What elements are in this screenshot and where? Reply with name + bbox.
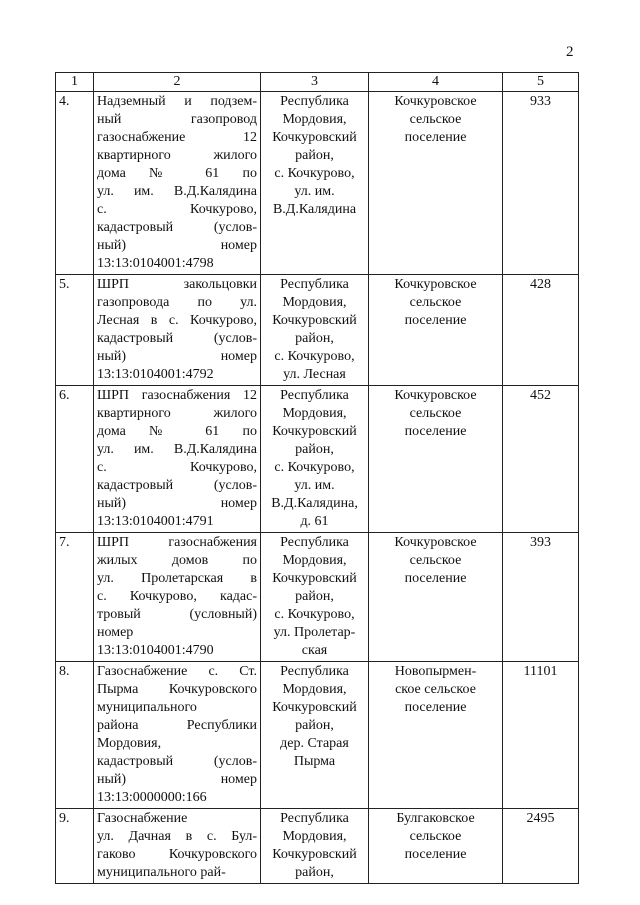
object-name-line: кадастровый (услов-	[97, 331, 257, 346]
address-line: Кочкуровский	[272, 700, 357, 715]
object-name-cell	[94, 275, 261, 386]
address-line: Республика	[280, 535, 349, 550]
object-name-line: ШРП газоснабжения 12	[97, 388, 257, 403]
settlement-line: сельское	[409, 406, 462, 421]
header-cell-4: 4	[369, 73, 503, 92]
address-line: Республика	[280, 811, 349, 826]
address-line: Кочкуровский	[272, 571, 357, 586]
object-name-line: ный) номер	[97, 496, 257, 511]
object-name-line: 13:13:0104001:4791	[97, 514, 214, 529]
length-value: 933	[503, 92, 579, 275]
length-value: 452	[503, 386, 579, 533]
object-name-line: ул. Дачная в с. Бул-	[97, 829, 257, 844]
header-row	[56, 73, 579, 92]
address-line: с. Кочкурово,	[274, 166, 355, 181]
row-number: 7.	[56, 533, 94, 662]
header-cell-1: 1	[56, 73, 94, 92]
length-value: 393	[503, 533, 579, 662]
address-line: Пырма	[293, 754, 336, 769]
address-line: район,	[295, 442, 334, 457]
object-name-line: ный) номер	[97, 238, 257, 253]
address-line: В.Д.Калядина	[272, 202, 357, 217]
object-name-line: Надземный и подзем-	[97, 94, 257, 109]
address-line: район,	[295, 148, 334, 163]
settlement-line: поселение	[404, 847, 467, 862]
address-line: дер. Старая	[280, 736, 349, 751]
settlement-line: сельское	[409, 553, 462, 568]
table-row	[56, 809, 579, 884]
table-row	[56, 662, 579, 809]
address-line: Мордовия,	[282, 829, 347, 844]
address-line: Мордовия,	[282, 553, 347, 568]
settlement-cell	[369, 809, 503, 884]
address-line: д. 61	[300, 514, 329, 529]
address-line: Мордовия,	[282, 406, 347, 421]
object-name-line: ШРП закольцовки	[97, 277, 257, 292]
object-name-line: с. Кочкурово,	[97, 202, 257, 217]
object-name-line: муниципального рай-	[97, 865, 226, 880]
settlement-cell	[369, 92, 503, 275]
object-name-line: квартирного жилого	[97, 406, 257, 421]
address-line: Мордовия,	[282, 682, 347, 697]
table-row	[56, 275, 579, 386]
address-line: Кочкуровский	[272, 847, 357, 862]
object-name-line: квартирного жилого	[97, 148, 257, 163]
object-name-line: дома № 61 по	[97, 424, 257, 439]
address-line: ул. им.	[294, 478, 335, 493]
object-name-line: кадастровый (услов-	[97, 754, 257, 769]
settlement-line: поселение	[404, 700, 467, 715]
table-row	[56, 533, 579, 662]
settlement-cell	[369, 275, 503, 386]
object-name-line: с. Кочкурово, кадас-	[97, 589, 257, 604]
object-name-line: ул. Пролетарская в	[97, 571, 257, 586]
table-row	[56, 92, 579, 275]
object-name-line: 13:13:0000000:166	[97, 790, 207, 805]
row-number: 4.	[56, 92, 94, 275]
object-name-line: дома № 61 по	[97, 166, 257, 181]
address-line: ская	[301, 643, 328, 658]
object-name-line: Лесная в с. Кочкурово,	[97, 313, 257, 328]
settlement-line: сельское	[409, 295, 462, 310]
address-line: ул. им.	[294, 184, 335, 199]
row-number: 8.	[56, 662, 94, 809]
address-line: Кочкуровский	[272, 313, 357, 328]
object-name-line: Газоснабжение с. Ст.	[97, 664, 257, 679]
settlement-line: поселение	[404, 130, 467, 145]
settlement-line: сельское	[409, 829, 462, 844]
object-name-line: газопровода по ул.	[97, 295, 257, 310]
object-name-line: газоснабжение 12	[97, 130, 257, 145]
settlement-cell	[369, 533, 503, 662]
address-line: Республика	[280, 664, 349, 679]
address-line: район,	[295, 331, 334, 346]
object-name-line: Газоснабжение	[97, 811, 188, 826]
address-line: с. Кочкурово,	[274, 607, 355, 622]
header-cell-3: 3	[261, 73, 369, 92]
object-name-line: с. Кочкурово,	[97, 460, 257, 475]
address-cell	[261, 275, 369, 386]
row-number: 6.	[56, 386, 94, 533]
address-line: с. Кочкурово,	[274, 349, 355, 364]
header-cell-5: 5	[503, 73, 579, 92]
address-line: Республика	[280, 277, 349, 292]
object-name-line: ул. им. В.Д.Калядина	[97, 184, 257, 199]
object-name-line: ул. им. В.Д.Калядина	[97, 442, 257, 457]
object-name-line: Пырма Кочкуровского	[97, 682, 257, 697]
settlement-cell	[369, 662, 503, 809]
address-line: район,	[295, 718, 334, 733]
object-name-line: ный) номер	[97, 772, 257, 787]
object-name-line: номер	[97, 625, 134, 640]
address-line: Кочкуровский	[272, 130, 357, 145]
row-number: 9.	[56, 809, 94, 884]
object-name-cell	[94, 386, 261, 533]
header-cell-2: 2	[94, 73, 261, 92]
object-name-line: 13:13:0104001:4790	[97, 643, 214, 658]
length-value: 11101	[503, 662, 579, 809]
address-line: район,	[295, 865, 334, 880]
object-name-line: жилых домов по	[97, 553, 257, 568]
object-name-cell	[94, 92, 261, 275]
address-line: ул. Лесная	[283, 367, 346, 382]
row-number: 5.	[56, 275, 94, 386]
address-line: В.Д.Калядина,	[271, 496, 358, 511]
object-name-cell	[94, 662, 261, 809]
property-registry-table	[55, 72, 579, 884]
settlement-line: поселение	[404, 313, 467, 328]
object-name-line: района Республики	[97, 718, 257, 733]
settlement-line: Кочкуровское	[394, 535, 477, 550]
object-name-cell	[94, 809, 261, 884]
object-name-line: 13:13:0104001:4798	[97, 256, 214, 271]
object-name-line: ный газопровод	[97, 112, 257, 127]
address-cell	[261, 809, 369, 884]
settlement-line: Кочкуровское	[394, 277, 477, 292]
address-cell	[261, 386, 369, 533]
object-name-line: муниципального	[97, 700, 197, 715]
length-value: 2495	[503, 809, 579, 884]
settlement-cell	[369, 386, 503, 533]
settlement-line: Новопырмен-	[394, 664, 477, 679]
object-name-line: Мордовия,	[97, 736, 162, 751]
settlement-line: поселение	[404, 571, 467, 586]
settlement-line: сельское	[409, 112, 462, 127]
address-cell	[261, 533, 369, 662]
object-name-line: ный) номер	[97, 349, 257, 364]
page-number: 2	[566, 44, 574, 60]
settlement-line: Кочкуровское	[394, 94, 477, 109]
object-name-cell	[94, 533, 261, 662]
object-name-line: тровый (условный)	[97, 607, 257, 622]
object-name-line: гаково Кочкуровского	[97, 847, 257, 862]
table-row	[56, 386, 579, 533]
address-line: Кочкуровский	[272, 424, 357, 439]
object-name-line: 13:13:0104001:4792	[97, 367, 214, 382]
address-line: ул. Пролетар-	[273, 625, 356, 640]
settlement-line: ское сельское	[395, 682, 476, 697]
object-name-line: ШРП газоснабжения	[97, 535, 257, 550]
address-cell	[261, 92, 369, 275]
object-name-line: кадастровый (услов-	[97, 220, 257, 235]
address-line: район,	[295, 589, 334, 604]
address-line: с. Кочкурово,	[274, 460, 355, 475]
settlement-line: поселение	[404, 424, 467, 439]
address-line: Республика	[280, 388, 349, 403]
address-cell	[261, 662, 369, 809]
settlement-line: Кочкуровское	[394, 388, 477, 403]
address-line: Республика	[280, 94, 349, 109]
length-value: 428	[503, 275, 579, 386]
address-line: Мордовия,	[282, 112, 347, 127]
address-line: Мордовия,	[282, 295, 347, 310]
object-name-line: кадастровый (услов-	[97, 478, 257, 493]
settlement-line: Булгаковское	[396, 811, 475, 826]
